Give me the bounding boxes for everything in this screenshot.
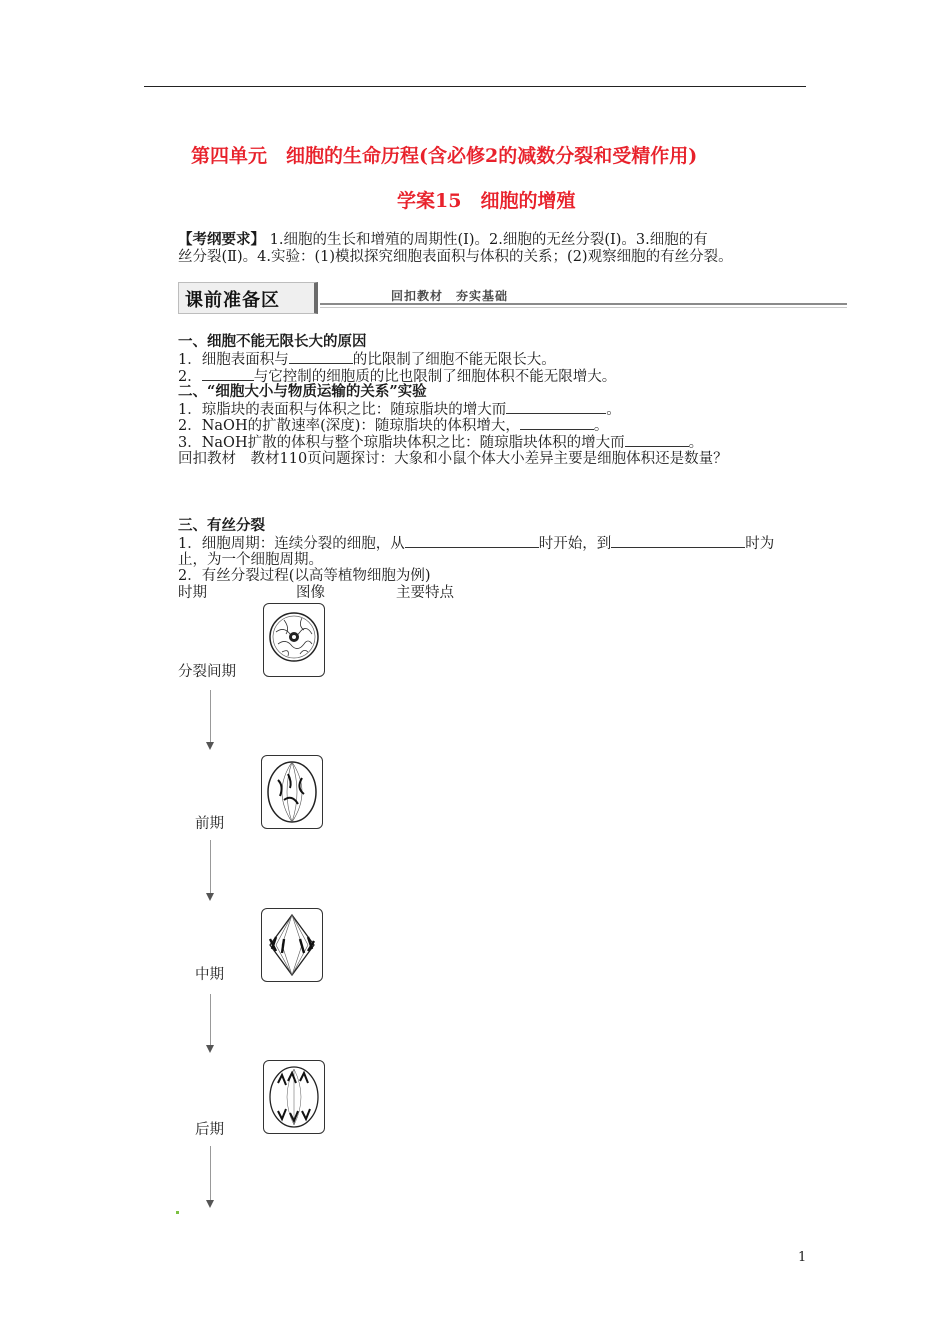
- metaphase-cell-image: [261, 908, 323, 982]
- green-dot: [176, 1211, 179, 1214]
- fill-blank[interactable]: [611, 535, 745, 548]
- arrow-line: [210, 840, 211, 895]
- section1-item2-text: 2．: [178, 369, 202, 385]
- prophase-cell-image: [261, 755, 323, 829]
- page-number: 1: [798, 1250, 807, 1265]
- section2-review: 回扣教材 教材110页问题探讨：大象和小鼠个体大小差异主要是细胞体积还是数量？: [178, 451, 728, 467]
- phase-label-prophase: 前期: [195, 816, 224, 832]
- section1-item1-text: 1．细胞表面积与: [178, 352, 289, 368]
- section2-item2: [178, 417, 608, 434]
- fill-blank[interactable]: [625, 434, 689, 447]
- arrow-down-icon: [206, 1200, 214, 1208]
- phase-label-interphase: 分裂间期: [178, 664, 236, 680]
- section2-heading: 二、“细胞大小与物质运输的关系”实验: [178, 383, 427, 400]
- section2-item2-text: 2．NaOH的扩散速率(深度)：随琼脂块的体积增大，: [178, 418, 520, 434]
- banner-rule-thin: [320, 307, 847, 308]
- section1-item1-tail: 的比限制了细胞不能无限长大。: [352, 352, 556, 368]
- fill-blank[interactable]: [202, 368, 254, 381]
- section3-item1-cont: 止，为一个细胞周期。: [178, 552, 323, 568]
- section3-item2: 2．有丝分裂过程(以高等植物细胞为例): [178, 568, 431, 584]
- section2-item1: [178, 401, 621, 418]
- interphase-cell-image: [263, 603, 325, 677]
- requirements-line-1: [178, 232, 708, 248]
- top-rule: [144, 86, 806, 87]
- fill-blank[interactable]: [506, 401, 606, 414]
- section1-item2-tail: 与它控制的细胞质的比也限制了细胞体积不能无限增大。: [253, 369, 617, 385]
- section1-item1: [178, 351, 556, 368]
- anaphase-cell-image: [263, 1060, 325, 1134]
- unit-title: 第四单元 细胞的生命历程(含必修2的减数分裂和受精作用): [191, 145, 698, 167]
- fill-blank[interactable]: [405, 535, 539, 548]
- column-header-features: 主要特点: [396, 585, 454, 601]
- section3-item1-text: 1．细胞周期：连续分裂的细胞，从: [178, 536, 405, 552]
- requirements-line-2: 丝分裂(Ⅱ)。4.实验：(1)模拟探究细胞表面积与体积的关系；(2)观察细胞的有丝分裂。: [178, 249, 733, 265]
- arrow-down-icon: [206, 1045, 214, 1053]
- phase-label-metaphase: 中期: [195, 967, 224, 983]
- section2-item3-tail: 。: [688, 435, 704, 451]
- fill-blank[interactable]: [520, 417, 594, 430]
- section2-item2-tail: 。: [593, 418, 609, 434]
- requirements-tag: 【考纲要求】: [178, 231, 265, 248]
- requirements-text-1: 1.细胞的生长和增殖的周期性(Ⅰ)。2.细胞的无丝分裂(Ⅰ)。3.细胞的有: [265, 232, 708, 248]
- section3-heading: 三、有丝分裂: [178, 517, 265, 534]
- banner-title: 课前准备区: [185, 290, 280, 311]
- arrow-line: [210, 1146, 211, 1202]
- section3-item1-tail: 时为: [745, 536, 775, 552]
- arrow-down-icon: [206, 893, 214, 901]
- section2-item3: [178, 434, 703, 451]
- section1-heading: 一、细胞不能无限长大的原因: [178, 333, 367, 350]
- section2-item1-text: 1．琼脂块的表面积与体积之比：随琼脂块的增大而: [178, 402, 507, 418]
- arrow-down-icon: [206, 742, 214, 750]
- phase-label-anaphase: 后期: [195, 1122, 224, 1138]
- fill-blank[interactable]: [289, 351, 353, 364]
- column-header-phase: 时期: [178, 585, 207, 601]
- column-header-image: 图像: [296, 585, 325, 601]
- lesson-title: 学案15 细胞的增殖: [397, 190, 576, 212]
- section3-item1-mid: 时开始，到: [538, 536, 612, 552]
- arrow-line: [210, 690, 211, 744]
- section2-item1-tail: 。: [606, 402, 621, 418]
- banner-subtitle: 回扣教材 夯实基础: [391, 289, 509, 303]
- arrow-line: [210, 994, 211, 1047]
- section3-item1: [178, 535, 774, 552]
- section2-item3-text: 3．NaOH扩散的体积与整个琼脂块体积之比：随琼脂块体积的增大而: [178, 435, 625, 451]
